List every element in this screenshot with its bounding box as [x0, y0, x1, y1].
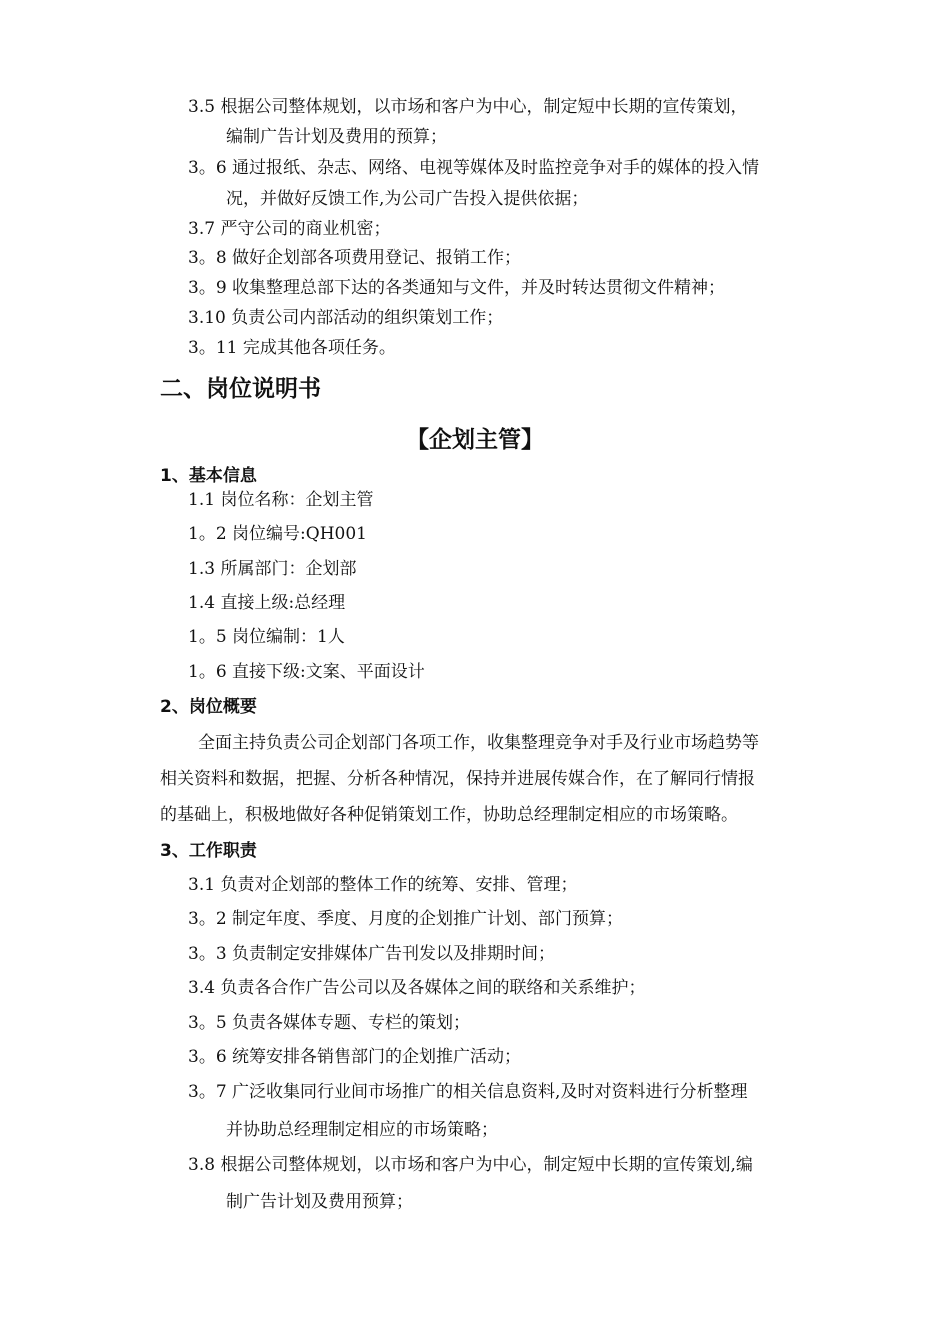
basic-info-heading: 1、基本信息: [160, 466, 257, 486]
basic-info-item: 1。5 岗位编制：1人: [188, 627, 345, 647]
overview-paragraph-line: 全面主持负责公司企划部门各项工作，收集整理竞争对手及行业市场趋势等: [198, 733, 759, 753]
duty-item: 3.1 负责对企划部的整体工作的统筹、安排、管理；: [188, 875, 578, 895]
list-item-3-7: 3.7 严守公司的商业机密；: [188, 219, 391, 239]
section-heading: 二、岗位说明书: [160, 376, 321, 402]
basic-info-item: 1。6 直接下级:文案、平面设计: [188, 662, 425, 682]
duty-item: 3.4 负责各合作广告公司以及各媒体之间的联络和关系维护；: [188, 978, 646, 998]
list-item-3-5-cont: 编制广告计划及费用的预算；: [226, 127, 447, 147]
duties-heading: 3、工作职责: [160, 841, 257, 861]
basic-info-item: 1.1 岗位名称：企划主管: [188, 490, 374, 510]
list-item-3-6-cont: 况，并做好反馈工作,为公司广告投入提供依据；: [226, 189, 589, 209]
duty-item: 3。7 广泛收集同行业间市场推广的相关信息资料,及时对资料进行分析整理: [188, 1082, 748, 1102]
duty-item-cont: 制广告计划及费用预算；: [226, 1192, 413, 1212]
list-item-3-8: 3。8 做好企划部各项费用登记、报销工作；: [188, 248, 522, 268]
duty-item: 3。6 统筹安排各销售部门的企划推广活动；: [188, 1047, 522, 1067]
position-title: 【企划主管】: [406, 427, 544, 453]
duty-item: 3.8 根据公司整体规划，以市场和客户为中心，制定短中长期的宣传策划,编: [188, 1155, 753, 1175]
basic-info-item: 1.4 直接上级:总经理: [188, 593, 346, 613]
list-item-3-9: 3。9 收集整理总部下达的各类通知与文件，并及时转达贯彻文件精神；: [188, 278, 726, 298]
overview-heading: 2、岗位概要: [160, 697, 257, 717]
list-item-3-5: 3.5 根据公司整体规划，以市场和客户为中心，制定短中长期的宣传策划，: [188, 97, 748, 117]
overview-paragraph-line: 相关资料和数据，把握、分析各种情况，保持并进展传媒合作，在了解同行情报: [160, 769, 755, 789]
list-item-3-6: 3。6 通过报纸、杂志、网络、电视等媒体及时监控竞争对手的媒体的投入情: [188, 158, 760, 178]
overview-paragraph-line: 的基础上，积极地做好各种促销策划工作，协助总经理制定相应的市场策略。: [160, 805, 738, 825]
duty-item: 3。3 负责制定安排媒体广告刊发以及排期时间；: [188, 944, 556, 964]
list-item-3-10: 3.10 负责公司内部活动的组织策划工作；: [188, 308, 504, 328]
basic-info-item: 1。2 岗位编号:QH001: [188, 524, 367, 544]
basic-info-item: 1.3 所属部门：企划部: [188, 559, 357, 579]
duty-item-cont: 并协助总经理制定相应的市场策略；: [226, 1120, 498, 1140]
duty-item: 3。2 制定年度、季度、月度的企划推广计划、部门预算；: [188, 909, 624, 929]
list-item-3-11: 3。11 完成其他各项任务。: [188, 338, 396, 358]
duty-item: 3。5 负责各媒体专题、专栏的策划；: [188, 1013, 471, 1033]
